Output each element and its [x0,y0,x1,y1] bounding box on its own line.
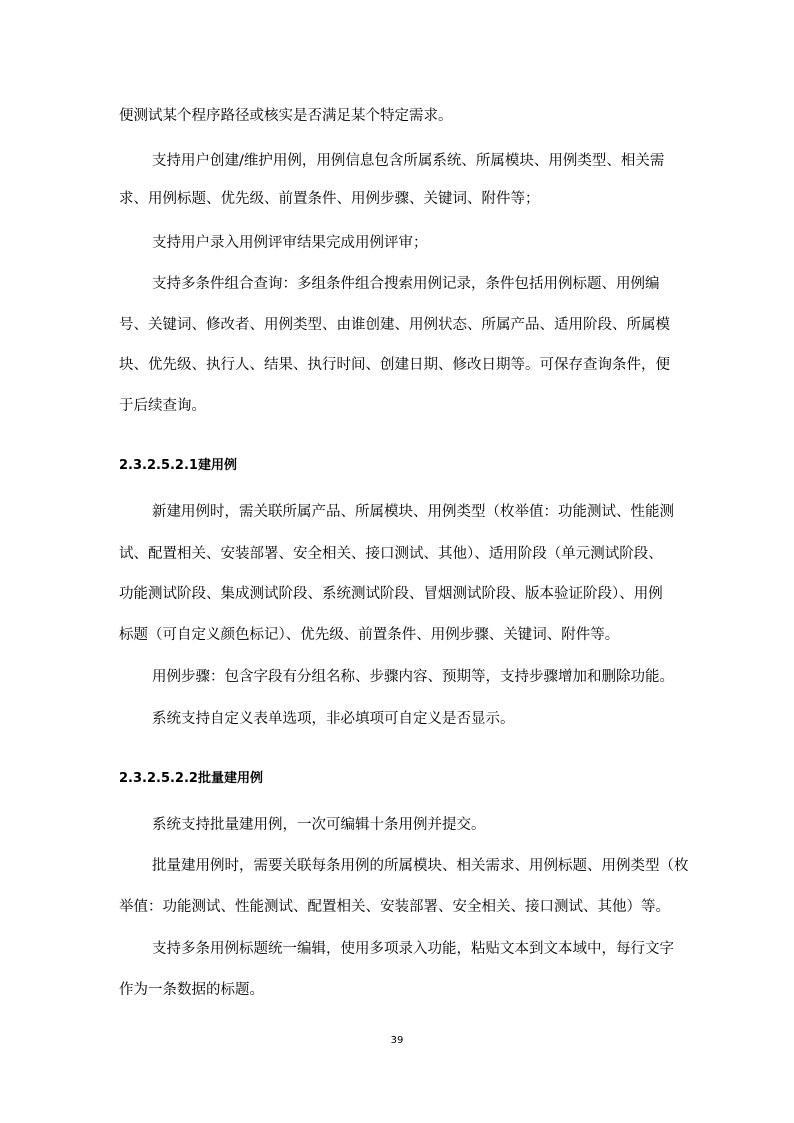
paragraph-line: 号、关键词、修改者、用例类型、由谁创建、用例状态、所属产品、适用阶段、所属模 [119,317,670,333]
paragraph-line: 便测试某个程序路径或核实是否满足某个特定需求。 [119,108,453,124]
paragraph-line: 支持多条件组合查询：多组条件组合搜索用例记录，条件包括用例标题、用例编 [152,276,660,292]
paragraph-line: 试、配置相关、安装部署、安全相关、接口测试、其他）、适用阶段（单元测试阶段、 [119,546,663,562]
paragraph-line: 批量建用例时，需要关联每条用例的所属模块、相关需求、用例标题、用例类型（枚 [152,858,689,874]
paragraph-line: 用例步骤：包含字段有分组名称、步骤内容、预期等，支持步骤增加和删除功能。 [152,669,674,685]
page-number: 39 [390,1035,404,1046]
section-heading-create-case: 2.3.2.5.2.1建用例 [119,458,237,473]
section-heading-batch-create-case: 2.3.2.5.2.2批量建用例 [119,771,263,786]
paragraph-line: 系统支持自定义表单选项，非必填项可自定义是否显示。 [152,711,515,727]
paragraph-line: 新建用例时，需关联所属产品、所属模块、用例类型（枚举值：功能测试、性能测 [152,504,674,520]
paragraph-line: 举值：功能测试、性能测试、配置相关、安装部署、安全相关、接口测试、其他）等。 [119,899,670,915]
paragraph-line: 功能测试阶段、集成测试阶段、系统测试阶段、冒烟测试阶段、版本验证阶段）、用例 [119,586,663,602]
paragraph-line: 系统支持批量建用例，一次可编辑十条用例并提交。 [152,817,486,833]
paragraph-line: 支持用户创建/维护用例，用例信息包含所属系统、所属模块、用例类型、相关需 [152,153,665,169]
paragraph-line: 标题（可自定义颜色标记）、优先级、前置条件、用例步骤、关键词、附件等。 [119,627,620,643]
paragraph-line: 支持多条用例标题统一编辑，使用多项录入功能，粘贴文本到文本域中，每行文字 [152,941,674,957]
paragraph-line: 求、用例标题、优先级、前置条件、用例步骤、关键词、附件等； [119,191,540,207]
paragraph-line: 支持用户录入用例评审结果完成用例评审； [152,235,428,251]
paragraph-line: 作为一条数据的标题。 [119,982,264,998]
paragraph-line: 于后续查询。 [119,398,206,414]
paragraph-line: 块、优先级、执行人、结果、执行时间、创建日期、修改日期等。可保存查询条件，便 [119,357,670,373]
